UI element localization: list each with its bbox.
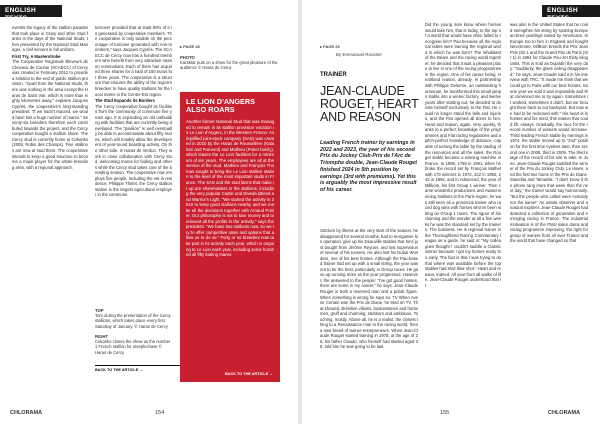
page-number-left: 154	[155, 410, 165, 416]
arrow-right-icon: →	[269, 372, 274, 376]
caption-right: RIGHT Cokoriko closes the show as the number 1 French stallion for steeplechase © Haras de Cercy	[95, 334, 171, 355]
sidebar-box	[180, 92, 280, 382]
right-column-1: Stricken by illness at the very start of the season, he disappeared for several months, had to reorganise his operation, give up his Deauville stables that he'd just bought from Jérôme Reynier, and lost supervision of several of his runners. He also lost his Dubai Wonders, one of his best horses. Although the Pau-based trainer had set up with a small string, the year was not to be the best, particularly in Group races. He gave up running more as the year progressed. However, the answered to the people: "I've got good horses, there are some in my career," he says. Jean-Claude Rouget is both a reserved man and a public figure. When something is wrong he says so. TV When Avenir Certain won the Prix de Diane, he tried on TV. That showed, Brésilien villains, businessmen and horsemen, gruff and charming, stubborn and ambitious. Touching, mostly. Above all, he is a realist, the closest thing to a Renaissance man in the racing world, from a new breed of trainer-entrepreneurs. When Jean-Claude Rouget started training in 1978, at the age of 25, his father Claude, who himself had started aged 39, told him he was going to be last.	[320, 228, 418, 350]
page-gutter	[298, 0, 302, 424]
page-ref-left: ▸ PAGE 48	[180, 44, 200, 49]
byline: By Emmanuel Roussel	[336, 52, 382, 57]
footer-logo-right: CHLORAMA	[548, 410, 581, 416]
box-back-to-article-link[interactable]: BACK TO THE ARTICLE →	[225, 372, 274, 376]
page-number-right: 155	[440, 410, 450, 416]
article-lead: Leading French trainer by earnings in 2022 and 2023, the year of his second Prix du Jockey Club-Prix de l'Arc de Triomphe double, Jean-Claude Rouget finished 2024 in 5th position by earnings (3rd with premiums). Yet this is arguably the most impressive result of his career.	[320, 140, 418, 193]
arrow-right-icon: ▸	[320, 44, 324, 49]
sidebar-box-title: LE LION D'ANGERS ALSO ROARS	[186, 97, 256, 114]
left-column-1: eventis the legacy of the stallion paradesthat took place in Cluny and other Stud farms in the days of the National Studs, then presented by the National Stud Manager, a civil servant in full uniform. First Try, A Masterstroke The Cooperative Régionale Éleveurs de Chevaux de Course (SCAECC) of Cercy was created in February 2012 to provide a solution to the end of public stallion provision. "Apart from the National Studs, there was nothing in the area except the Haras de Saint Voir, which is more than eighty kilometres away," explains Jacques Cyprès, the cooperative's long-standing president. "If we hadn't reacted, we would have lost a huge number of mares." Seventy-six breeders therefore each contributed towards the project, and the Cercy cooperative bought a stallion share. The Cercy stud is currently home to Cokoriko (2009, Robin des Champs). Five stallions are now at stud there. The cooperative intends to keep a good structure to become a major player for the whole breeding area, with a regional approach.	[12, 25, 88, 170]
right-column-3: was also in the United States that he could strengthen his string by spotting European-bred yearlings raised by Americans. In Europe too to him in England and bought Nevermore, Millkom breeds the Prix Jean Prat (Sir 1 and the Grand Prix de Paris (Sir 1) in 1994 for Claude Pou-zet thirty kilograms. This is sold as Dujardin the very day: "Suddenly, the glass ceiling disappeared," he says. Jean-Claude said it in his interview with TRC. "It made me think that we could go to Paris with our best horses. So one year we sold it was impossible and that convinced me to try again. Sometimes it worked, sometimes it didn't, but we brought them back to our backyard. But now we had to be reckoned with." His heart is in horses and his mind, this reason that could lift. Always. Gradually, the race for the record number of winners would increase. Third leading French stable by earnings in 1974, the stable moved up to "2nd" position for the first time eyeless later, then second one in 2008, third in 2009. The third stage of the record of his sire to take. In June, Jean-Claude Rouget saddled the winner of the Prix du Jockey Club, Le Havre, and the first two home in the Prix de Diane. Stacelita and Tamarisk. "I don't know if the phone rang more that week than the next day," the trainer would say humorously. "But the people who called were certainly not the same!" An astute observer and a natural explorer, Jean-Claude Rouget had detected a collection of generation and emerging racing in France. The industrial motivation is of the PMU sales dams and racing programme improving, the right for group of owners from all over France and the world that have changed so that	[510, 22, 588, 244]
section-tag-left: ENGLISH TEXTS	[0, 5, 62, 17]
left-column-2: turnover provided that at least 80% of it is generated by cooperative members. The cooperative is only taxable on the percentage of turnover generated with non-members," says Jacques Cyprès. The SCAECC de Cercy now has a hundred members who benefit from very attractive rates on nominations. Each of them has acquired three shares for a total of 150 euros for three years. The cooperative is a structure that ensures the ability of the region's breeders to have quality stallions for the local mares in the Centre-Est region. The Stud Expands its Borders The Cercy cooperative bought its facilities from the community of commune five years ago. It is expanding an old outbuilding with facilities that are currently being developed. The "pavilion" is well eventually be able to accommodate about fifty mares, which will notably allow the development of year-round boarding activity. On the other side, is Haras de Verdun. They work in close collaboration with Cercy stud, welcoming mares for foaling and others while the Cercy stud takes care of the breeding season. The cooperative now employs five people. Including the vet in residence, Philippe Thiriet, the Cercy stallion station is the largest agricultural employer in the commune.	[95, 25, 172, 198]
arrow-right-icon: ▸	[180, 44, 184, 49]
arrow-right-icon: →	[139, 368, 144, 372]
section-tag-right: ENGLISH TEXTS	[542, 5, 600, 17]
caption-top: TOP Tom during the presentation of the Cercy stallions, which takes place every first Saturday of January. © Haras de Cercy	[95, 308, 171, 329]
right-column-2: Did the young man know where horses would take him, that is today, to the top of a world that would have often failed to recognise him? Pau because all the regional riders were training the regional world in which he was born? The inhabitant of the Béarn and the racing world together, he decided that it was a pleasant place to live in one of the racing programmes in the region. One of his career being. Heartland reason, already. In partnership with Philippe Delorme, an outstanding horseman, he transformed this small jumps stable into a winner factory, and twelve years after starting out, he decided to devote himself exclusively to the Flat. He could no longer stand the falls and injuries, and the Flat opened all doors to him. Heart and reason, again. Very quickly, thanks to a perfect knowledge of the programmes and Flat racing regulations and a pitch-perfect knowledge of distance, capable of turning the table by the trading of the resources and all the sales, the Rouget stable became a winning machine in France. In 1989, 1789 in 1991, when he broke the record set by François Mathet with 173 winners in 1972, 222 in 1992, 242 in 1994, and in Adnanced, the year of Millkom, his first Group 1 winner. Then came wonderful productions and Award-winning stallions in the Paris region, he was still seen as a provincial trainer who raced dog wins with horses who've been sitting on Group 1 races. The rigour of his claiming and the wonder at all a few weeks he was the standard set by the trainers. The business. He is regional trainer in the Thoroughbred Racing Commentary league as a guide, he said in: "My colleagues thought I couldn't saddle a Classic winner because I got my horses ready too early. The fact is that I was trying to do that where was available before the top stables had shot their shot." Heart and reason, indeed. All year from all walks of life, Jean-Claude Rouget understood that it	[425, 22, 501, 288]
back-to-article-link[interactable]: BACK TO THE ARTICLE →	[95, 365, 187, 372]
article-title: JEAN-CLAUDE ROUGET, HEART AND REASON	[320, 84, 419, 124]
sidebar-box-body: Another former National Stud that was managed to remain in its stallion provision vocation is Le Lion d'Angers, in the Western France. Asimplified joint-stock company (SAS) was created in 2010 by the Haras de Rousselière (Kalahari and Pomerol) and Mathieu (Poiret family), which leases the Le Lion facilities for a minimum of ten years. The employees are all at the service of the stud. Mathieu and François Thomas sought to bring the Le Lion stallion station to the level of the most important studs in France. The SAS and the stud farms that make it up are shareholders in the stallions, including the very popular Castle and Diveda (Bleed and Warrior's Light. "We started the activity in 2010 to keep good stallions nearby and we make all the decisions together with Arnaud Poirier. Our philosophy is not to lose money and to reinvest all the profits in the activity," says the president. "We have two stallions now, so we try to offer competitive rates and options that allow us to do so." Forty or so breeders now take part in its activity each year, which is ongoing to Le Lion each year, including some hundred all fifty foaling mares.	[186, 119, 274, 258]
category-label: TRAINER	[320, 72, 347, 78]
page-ref-right: ▸ PAGE 26	[320, 44, 340, 49]
photo-caption: PHOTO Karaktar puts on a show for the great pleasure of the audience © Haras de Cercy	[180, 55, 278, 71]
footer-logo-left: CHLORAMA	[10, 410, 43, 416]
